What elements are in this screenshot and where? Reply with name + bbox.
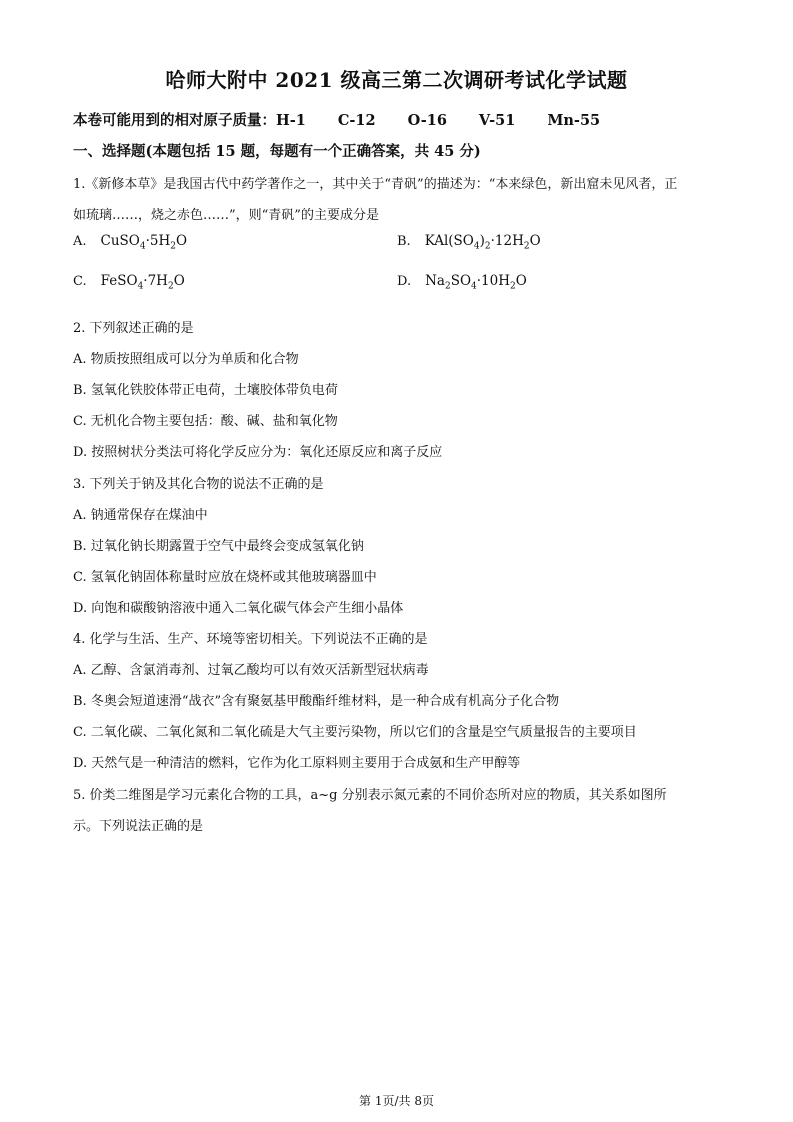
page-footer: 第 1页/共 8页	[359, 1094, 434, 1108]
atomic-mass-c: C-12	[337, 112, 376, 129]
q1-option-b-label: B.	[397, 234, 411, 249]
q1-option-d-formula: $Na_2SO_4\cdot 10H_2O$	[425, 273, 527, 292]
q1-option-c-label: C.	[73, 274, 87, 289]
q2-option-b: B. 氢氧化铁胶体带正电荷，土壤胶体带负电荷	[73, 383, 338, 398]
q1-line1: 1.《新修本草》是我国古代中药学著作之一，其中关于“青矾”的描述为：“本来绿色，新出窟未见风者，正	[73, 177, 678, 192]
q3-option-b: B. 过氧化钠长期露置于空气中最终会变成氢氧化钠	[73, 539, 364, 554]
q1-option-b	[397, 233, 541, 252]
atomic-mass-label: 本卷可能用到的相对原子质量：	[73, 112, 276, 129]
q3-option-c: C. 氢氧化钠固体称量时应放在烧杯或其他玻璃器皿中	[73, 570, 377, 585]
q4-stem: 4. 化学与生活、生产、环境等密切相关。下列说法不正确的是	[73, 632, 428, 647]
q4-option-b: B. 冬奥会短道速滑“战衣”含有聚氨基甲酸酯纤维材料，是一种合成有机高分子化合物	[73, 694, 560, 709]
atomic-mass-line	[73, 109, 600, 130]
q4-option-c: C. 二氧化碳、二氧化氮和二氧化硫是大气主要污染物，所以它们的含量是空气质量报告的主要项目	[73, 725, 637, 740]
q1-line2: 如琉璃……，烧之赤色……”，则“青矾”的主要成分是	[73, 208, 379, 223]
atomic-mass-v: V-51	[478, 112, 516, 129]
q1-option-c-formula: $FeSO_4\cdot 7H_2O$	[100, 273, 185, 292]
q1-option-a-label: A.	[73, 234, 87, 249]
atomic-mass-o: O-16	[407, 112, 447, 129]
q2-option-c: C. 无机化合物主要包括：酸、碱、盐和氧化物	[73, 414, 338, 429]
q3-option-a: A. 钠通常保存在煤油中	[73, 508, 208, 523]
q1-option-a-formula: $CuSO_4\cdot 5H_2O$	[100, 233, 188, 252]
page-title: 哈师大附中 2021 级高三第二次调研考试化学试题	[165, 68, 628, 92]
atomic-mass-h: H-1	[276, 112, 306, 129]
q4-option-d: D. 天然气是一种清洁的燃料，它作为化工原料则主要用于合成氨和生产甲醇等	[73, 756, 521, 771]
q1-option-c	[73, 273, 185, 292]
q2-option-d: D. 按照树状分类法可将化学反应分为：氧化还原反应和离子反应	[73, 445, 443, 460]
q1-option-d-label: D.	[397, 274, 412, 289]
q2-stem: 2. 下列叙述正确的是	[73, 321, 194, 336]
section-heading: 一、选择题(本题包括 15 题，每题有一个正确答案，共 45 分)	[73, 143, 481, 160]
q3-stem: 3. 下列关于钠及其化合物的说法不正确的是	[73, 477, 324, 492]
q1-option-b-formula: $KAl(SO_4)_2\cdot 12H_2O$	[424, 233, 541, 252]
q1-option-d	[397, 273, 527, 292]
q2-option-a: A. 物质按照组成可以分为单质和化合物	[73, 352, 299, 367]
q3-option-d: D. 向饱和碳酸钠溶液中通入二氧化碳气体会产生细小晶体	[73, 601, 404, 616]
q5-line2: 示。下列说法正确的是	[73, 819, 204, 834]
atomic-mass-mn: Mn-55	[547, 112, 601, 129]
q1-option-a	[73, 233, 187, 252]
q5-line1: 5. 价类二维图是学习元素化合物的工具，a~g 分别表示氮元素的不同价态所对应的物质，其关系如图所	[73, 788, 667, 803]
q4-option-a: A. 乙醇、含氯消毒剂、过氧乙酸均可以有效灭活新型冠状病毒	[73, 663, 429, 678]
